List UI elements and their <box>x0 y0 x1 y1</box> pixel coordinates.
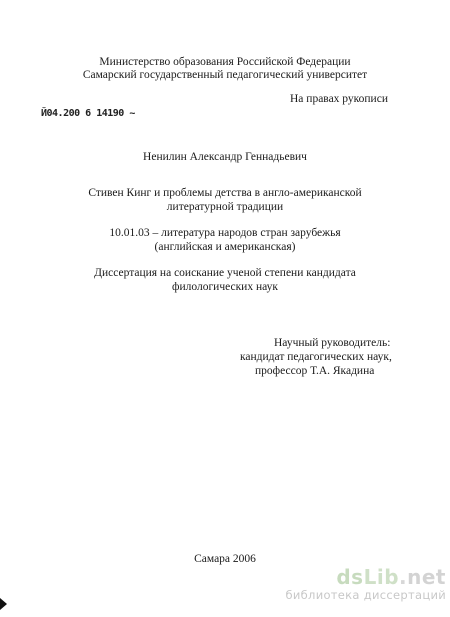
thesis-title-line-2: литературной традиции <box>166 201 284 213</box>
supervisor-name: профессор Т.А. Якадина <box>255 365 375 377</box>
thesis-title-line-1: Стивен Кинг и проблемы детства в англо-американской <box>88 187 362 199</box>
ministry-heading: Министерство образования Российской Федерации <box>99 56 351 68</box>
supervisor-degree: кандидат педагогических наук, <box>240 351 392 363</box>
dissertation-line-1: Диссертация на соискание ученой степени кандидата <box>94 267 356 279</box>
logo-lib: Lib <box>363 565 400 589</box>
dissertation-line-2: филологических наук <box>172 281 278 293</box>
watermark-subtitle: библиотека диссертаций <box>285 588 446 602</box>
university-heading: Самарский государственный педагогический университет <box>82 69 368 81</box>
specialty-line-2: (английская и американская) <box>154 241 296 253</box>
dslib-logo <box>276 566 446 588</box>
dslib-watermark <box>276 566 446 602</box>
rights-note: На правах рукописи <box>290 93 388 105</box>
author-name: Ненилин Александр Геннадьевич <box>143 151 307 163</box>
city-year: Самара 2006 <box>194 553 256 565</box>
logo-dot: . <box>399 565 408 589</box>
specialty-line-1: 10.01.03 – литература народов стран зарубежья <box>109 227 341 239</box>
supervisor-role: Научный руководитель: <box>274 337 391 349</box>
logo-ds: ds <box>336 565 364 589</box>
library-stamp-code: Й04.200 6 14190 ~ <box>41 108 135 119</box>
logo-net: net <box>407 565 446 589</box>
page-edge-arrow-icon <box>0 598 7 610</box>
